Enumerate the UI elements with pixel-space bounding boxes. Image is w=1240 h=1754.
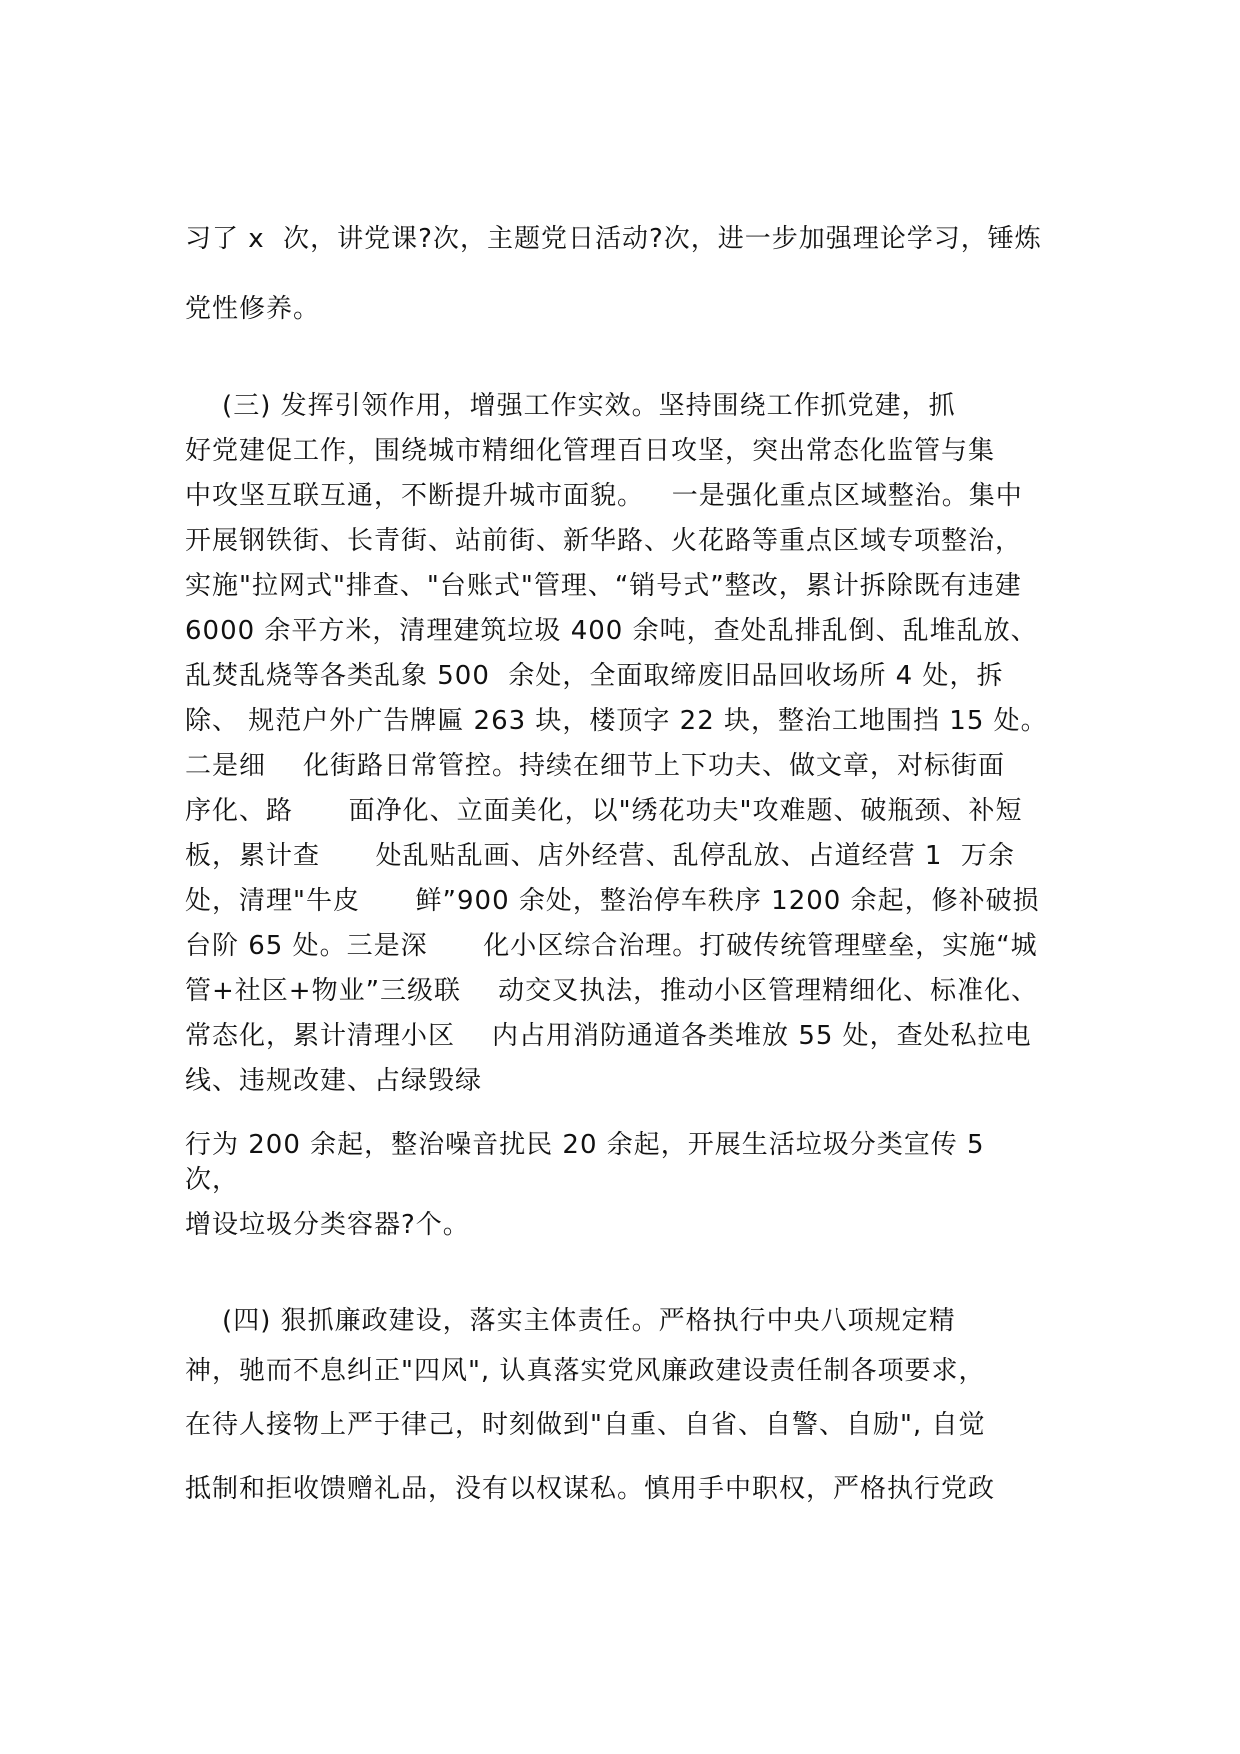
text-line: 在待人接物上严于律己，时刻做到"自重、自省、自警、自励", 自觉	[185, 1410, 986, 1440]
text-line: 板，累计查 处乱贴乱画、店外经营、乱停乱放、占道经营 1 万余	[185, 841, 1015, 871]
text-line: 序化、路 面净化、立面美化，以"绣花功夫"攻难题、破瓶颈、补短	[185, 796, 1023, 826]
text-line: 管+社区+物业”三级联 动交叉执法，推动小区管理精细化、标准化、	[185, 976, 1039, 1006]
text-line: 开展钢铁街、长青街、站前街、新华路、火花路等重点区域专项整治，	[185, 526, 1023, 556]
text-line: 处，清理"牛皮 鲜”900 余处，整治停车秩序 1200 余起，修补破损	[185, 886, 1040, 916]
text-line: 线、违规改建、占绿毁绿	[185, 1066, 483, 1096]
text-line: 6000 余平方米，清理建筑垃圾 400 余吨，查处乱排乱倒、乱堆乱放、	[185, 616, 1038, 646]
text-line: 好党建促工作，围绕城市精细化管理百日攻坚，突出常态化监管与集	[185, 436, 996, 466]
text-line: 中攻坚互联互通，不断提升城市面貌。 一是强化重点区域整治。集中	[185, 481, 1023, 511]
text-line: 实施"拉网式"排查、"台账式"管理、“销号式”整改，累计拆除既有违建	[185, 571, 1022, 601]
text-line: 乱焚乱烧等各类乱象 500 余处，全面取缔废旧品回收场所 4 处，拆	[185, 661, 1004, 691]
text-line: (三) 发挥引领作用，增强工作实效。坚持围绕工作抓党建，抓	[185, 391, 956, 421]
text-line: 增设垃圾分类容器?个。	[185, 1210, 470, 1240]
text-line: 行为 200 余起，整治噪音扰民 20 余起，开展生活垃圾分类宣传 5	[185, 1130, 985, 1160]
text-line: 党性修养。	[185, 294, 321, 324]
text-line: 除、 规范户外广告牌匾 263 块，楼顶字 22 块，整治工地围挡 15 处。	[185, 706, 1048, 736]
text-line: 二是细 化街路日常管控。持续在细节上下功夫、做文章，对标街面	[185, 751, 1006, 781]
text-line: (四) 狠抓廉政建设，落实主体责任。严格执行中央八项规定精	[185, 1306, 956, 1336]
text-line: 抵制和拒收馈赠礼品，没有以权谋私。慎用手中职权，严格执行党政	[185, 1474, 996, 1504]
text-line: 次，	[185, 1165, 240, 1195]
text-line: 常态化，累计清理小区 内占用消防通道各类堆放 55 处，查处私拉电	[185, 1021, 1032, 1051]
text-line: 神，驰而不息纠正"四风", 认真落实党风廉政建设责任制各项要求，	[185, 1356, 986, 1386]
text-line: 习了 x 次，讲党课?次，主题党日活动?次，进一步加强理论学习，锤炼	[185, 224, 1042, 254]
text-line: 台阶 65 处。三是深 化小区综合治理。打破传统管理壁垒，实施“城	[185, 931, 1038, 961]
